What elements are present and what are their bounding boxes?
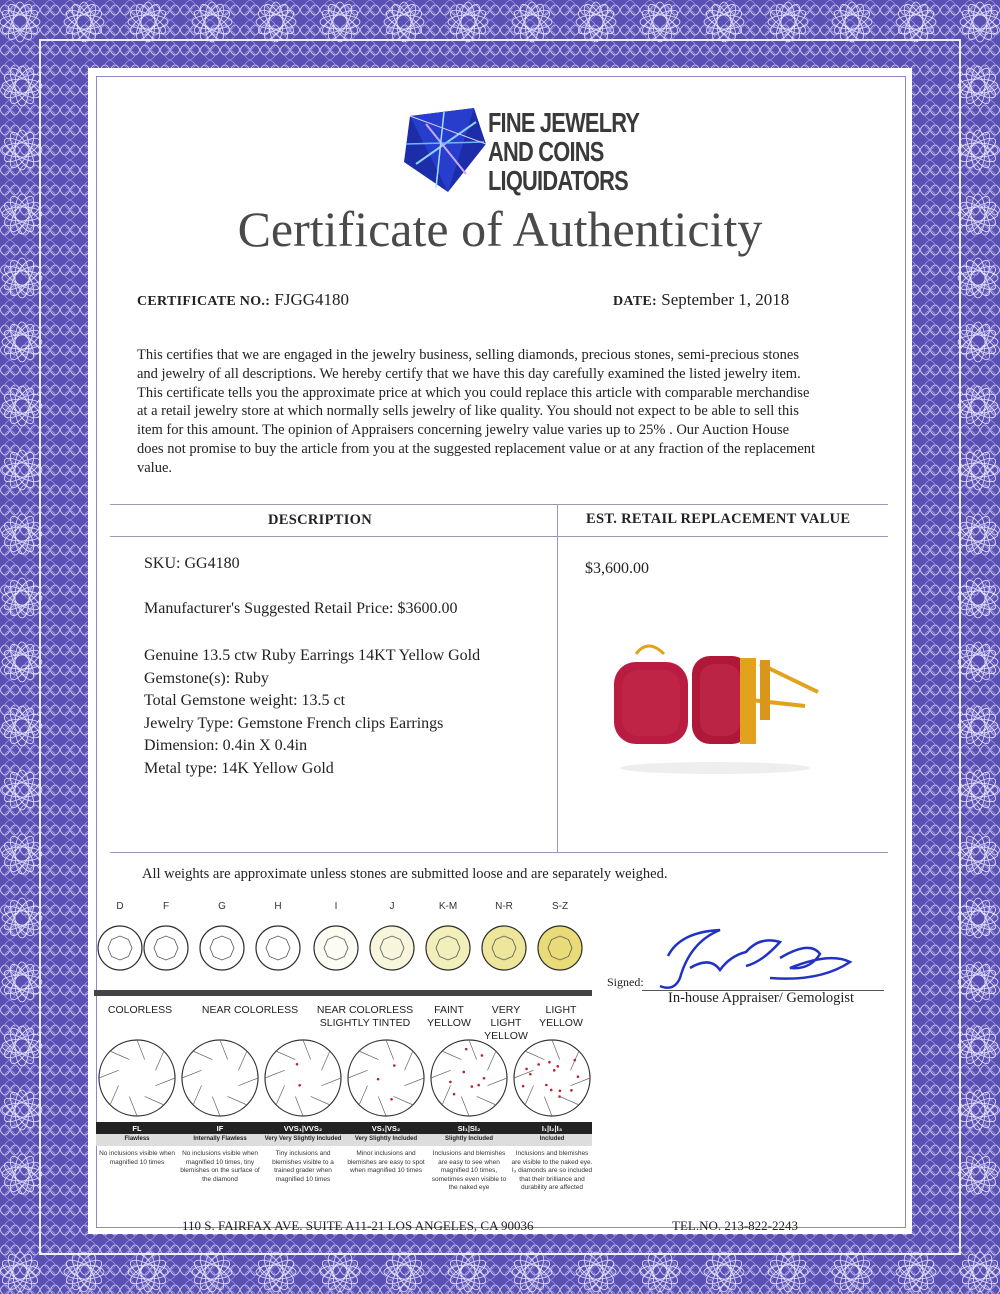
color-grade-diamond — [538, 926, 582, 970]
inclusion-mark — [462, 1071, 465, 1074]
inclusion-mark — [471, 1085, 474, 1088]
date-label: DATE: — [613, 294, 658, 309]
inclusion-mark — [529, 1073, 532, 1076]
date-value: September 1, 2018 — [661, 290, 790, 309]
clarity-description: Minor inclusions and blemishes are easy to spot when magnified 10 times — [347, 1150, 425, 1175]
category-line: FAINT — [434, 1004, 464, 1016]
inclusion-mark — [449, 1081, 452, 1084]
item-details — [144, 645, 480, 780]
inclusion-mark — [573, 1059, 576, 1062]
inclusion-mark — [465, 1048, 468, 1051]
inclusion-mark — [390, 1098, 393, 1101]
color-grade-label: G — [218, 901, 226, 912]
signature — [650, 912, 870, 992]
detail-line: Jewelry Type: Gemstone French clips Earrings — [144, 714, 444, 732]
inclusion-mark — [453, 1093, 456, 1096]
inclusion-mark — [545, 1084, 548, 1087]
color-grade-label: J — [389, 901, 395, 912]
color-grade-diamond — [144, 926, 188, 970]
certification-line: and jewelry of all descriptions. We hereby certify that we have this day carefully examined the listed jewelry item. — [137, 365, 801, 382]
logo-line-2: AND COINS — [488, 136, 604, 167]
certification-line: item for this amount. The opinion of Appraisers concerning jewelry value varies up to 25% . Our Auction House — [137, 422, 790, 439]
inclusion-mark — [377, 1078, 380, 1081]
appraiser-role: In-house Appraiser/ Gemologist — [668, 990, 855, 1006]
clarity-name: Slightly Included — [444, 1136, 493, 1142]
sku: SKU: GG4180 — [144, 555, 240, 572]
color-grade-label: S-Z — [551, 901, 569, 912]
color-category-label — [305, 1004, 425, 1030]
page-title: Certificate of Authenticity — [237, 201, 763, 257]
certification-line: does not promise to buy the article from you at the suggested replacement value or at any fraction of the replacement — [137, 440, 816, 457]
category-line: LIGHT — [545, 1004, 577, 1016]
color-grade-label: D — [116, 901, 124, 912]
detail-line: Genuine 13.5 ctw Ruby Earrings 14KT Yellow Gold — [144, 647, 481, 664]
description-header: DESCRIPTION — [268, 512, 373, 528]
inclusion-mark — [558, 1095, 561, 1098]
color-grade-diamond — [314, 926, 358, 970]
product-image — [600, 640, 830, 780]
logo-text — [488, 108, 639, 195]
inclusion-mark — [477, 1084, 480, 1087]
certification-line: at a retail jewelry store at which normally sells jewelry of like quality. You should not expect to be able to sell this — [137, 403, 799, 420]
color-grade-diamond — [426, 926, 470, 970]
inclusion-mark — [537, 1063, 540, 1066]
msrp: Manufacturer's Suggested Retail Price: $3600.00 — [144, 600, 458, 617]
certification-line: This certificate tells you the approximate price at which you could replace this article with comparable merchandise — [137, 384, 810, 401]
clarity-description: Tiny inclusions and blemishes visible to a trained grader when magnified 10 times — [272, 1150, 334, 1183]
certificate-value: FJGG4180 — [274, 290, 350, 309]
logo-line-3: LIQUIDATORS — [488, 165, 628, 196]
clarity-name: Very Very Slightly Included — [264, 1136, 342, 1142]
inclusion-mark — [570, 1089, 573, 1092]
detail-line: Total Gemstone weight: 13.5 ct — [144, 692, 346, 709]
table-top-rule — [110, 504, 888, 505]
clarity-description: No inclusions visible when magnified 10 times, tiny blemishes on the surface of the diamond — [180, 1150, 260, 1183]
footer-address: 110 S. FAIRFAX AVE. SUITE A11-21 LOS ANGELES, CA 90036 — [182, 1218, 534, 1233]
color-grade-diamond — [256, 926, 300, 970]
color-grade-diamond — [200, 926, 244, 970]
inclusion-mark — [550, 1089, 553, 1092]
category-line: YELLOW — [484, 1030, 528, 1042]
clarity-description: Inclusions and blemishes are easy to see when magnified 10 times, sometimes even visible to the naked eye — [431, 1150, 507, 1192]
logo-gem-icon — [396, 104, 488, 196]
certification-line: This certifies that we are engaged in the jewelry business, selling diamonds, precious stones, semi-precious stones — [137, 347, 800, 363]
clarity-name: Flawless — [124, 1136, 150, 1142]
color-grade-label: N-R — [495, 901, 513, 912]
table-bottom-rule — [110, 852, 888, 853]
detail-line: Dimension: 0.4in X 0.4in — [144, 737, 308, 754]
inclusion-mark — [483, 1077, 486, 1080]
color-grade-label: H — [274, 901, 282, 912]
inclusion-mark — [525, 1068, 528, 1071]
inclusion-mark — [522, 1085, 525, 1088]
signed-label: Signed: — [607, 975, 644, 989]
color-grade-label: F — [162, 901, 170, 912]
inclusion-mark — [556, 1065, 559, 1068]
color-grade-diamond — [370, 926, 414, 970]
clarity-grade: VS₁|VS₂ — [371, 1124, 401, 1133]
category-line: SLIGHTLY TINTED — [319, 1017, 411, 1029]
clarity-name: Internally Flawless — [193, 1136, 247, 1142]
certificate-number — [137, 290, 349, 310]
certificate-date — [613, 290, 789, 310]
color-category-label: COLORLESS — [107, 1004, 173, 1016]
color-grade-diamond — [482, 926, 526, 970]
category-line: VERY LIGHT — [490, 1004, 522, 1029]
inclusion-mark — [548, 1061, 551, 1064]
certification-line: value. — [137, 459, 173, 476]
category-line: NEAR COLORLESS — [316, 1004, 414, 1016]
color-category-label — [420, 1004, 478, 1030]
category-line: YELLOW — [539, 1017, 583, 1029]
color-category-label: NEAR COLORLESS — [201, 1004, 299, 1016]
clarity-grade: FL — [132, 1124, 142, 1133]
value-header: EST. RETAIL REPLACEMENT VALUE — [586, 511, 851, 527]
color-grade-diamond — [98, 926, 142, 970]
replacement-value: $3,600.00 — [585, 560, 649, 577]
clarity-grade: I₁|I₂|I₃ — [541, 1124, 563, 1133]
clarity-description: Inclusions and blemishes are visible to the naked eye. I₃ diamonds are so included that their brilliance and durability are affected — [511, 1150, 593, 1192]
detail-line: Gemstone(s): Ruby — [144, 669, 269, 687]
inclusion-mark — [296, 1063, 299, 1066]
category-line: YELLOW — [427, 1017, 471, 1029]
inclusion-mark — [481, 1054, 484, 1057]
color-category-label — [534, 1004, 588, 1030]
clarity-name: Included — [539, 1136, 565, 1142]
logo-line-1: FINE JEWELRY — [488, 107, 640, 138]
weights-note: All weights are approximate unless stones are submitted loose and are separately weighed. — [142, 866, 668, 882]
table-column-divider — [557, 504, 558, 852]
clarity-scale — [96, 1030, 594, 1126]
certificate-label: CERTIFICATE NO.: — [137, 294, 271, 309]
clarity-grade: VVS₁|VVS₂ — [283, 1124, 323, 1133]
inclusion-mark — [559, 1089, 562, 1092]
inclusion-mark — [577, 1075, 580, 1078]
inclusion-mark — [298, 1084, 301, 1087]
footer-phone: TEL.NO. 213-822-2243 — [672, 1218, 799, 1233]
color-scale-bar — [94, 990, 592, 996]
clarity-name: Very Slightly Included — [354, 1136, 418, 1142]
color-grade-scale — [90, 918, 600, 998]
inclusion-mark — [553, 1069, 556, 1072]
inclusion-mark — [393, 1064, 396, 1067]
table-header-rule — [110, 536, 888, 537]
certification-text — [137, 346, 877, 478]
detail-line: Metal type: 14K Yellow Gold — [144, 759, 334, 777]
clarity-description: No inclusions visible when magnified 10 times — [99, 1150, 175, 1166]
color-grade-label: I — [334, 901, 338, 912]
color-grade-label: K-M — [438, 901, 458, 912]
clarity-grade: SI₁|SI₂ — [457, 1124, 481, 1133]
clarity-grade: IF — [216, 1124, 224, 1133]
